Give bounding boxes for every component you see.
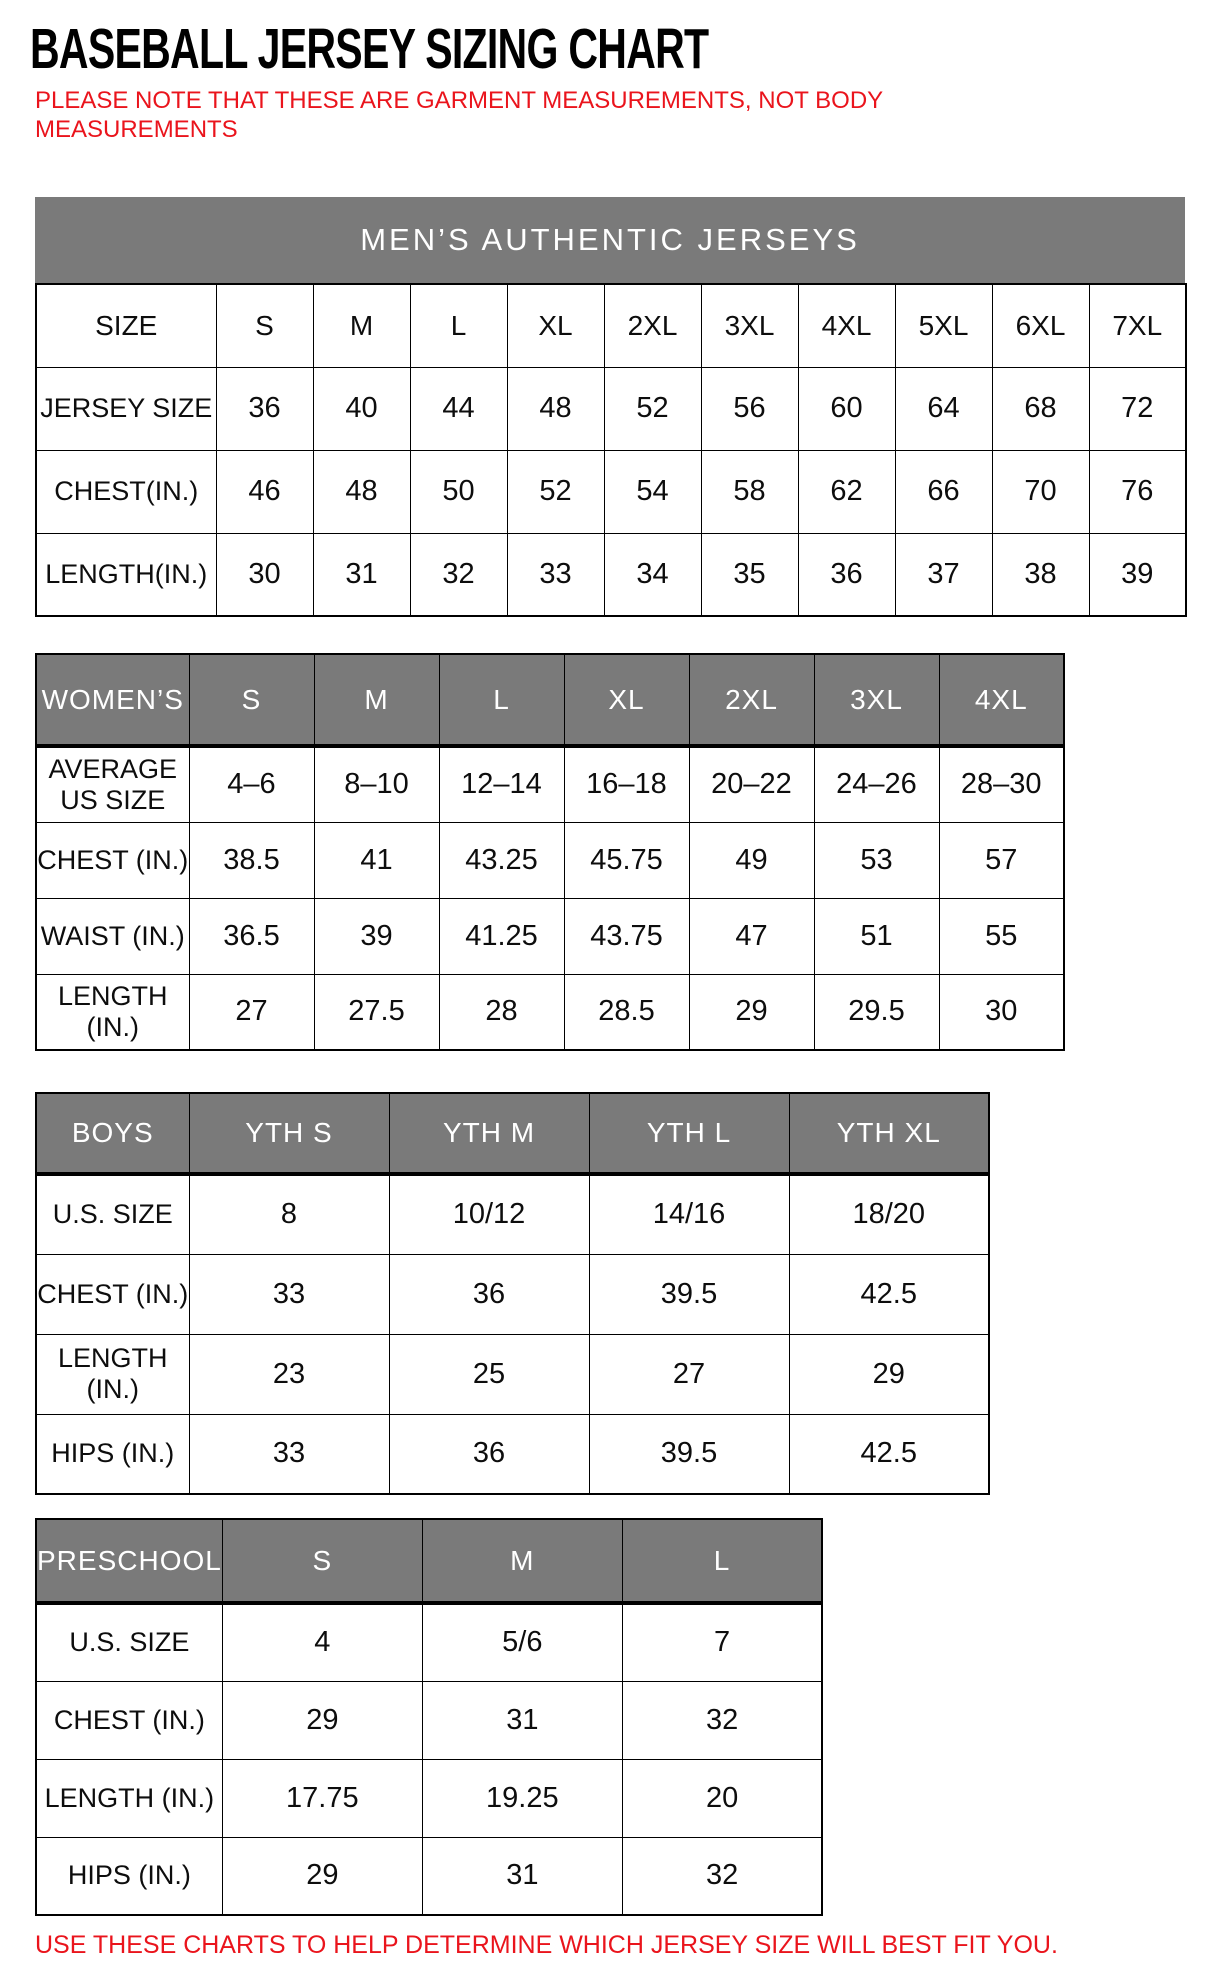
mens-sizing-table (35, 283, 1187, 617)
value-cell: 49 (689, 822, 814, 898)
size-column-header: YTH XL (789, 1093, 989, 1174)
value-cell: 58 (701, 450, 798, 533)
value-cell: 42.5 (789, 1414, 989, 1494)
size-column-header: 4XL (939, 654, 1064, 746)
table-row (36, 1759, 822, 1837)
table-row (36, 974, 1064, 1050)
table-row (36, 1603, 822, 1681)
table-row (36, 746, 1064, 822)
value-cell: 62 (798, 450, 895, 533)
value-cell: 31 (422, 1681, 622, 1759)
value-cell: 16–18 (564, 746, 689, 822)
value-cell: 43.75 (564, 898, 689, 974)
size-column-header: 2XL (689, 654, 814, 746)
value-cell: 72 (1089, 367, 1186, 450)
value-cell: 17.75 (222, 1759, 422, 1837)
value-cell: 5/6 (422, 1603, 622, 1681)
value-cell: 36 (216, 367, 313, 450)
table-row (36, 898, 1064, 974)
table-row (36, 367, 1186, 450)
value-cell: 39 (314, 898, 439, 974)
value-cell: 51 (814, 898, 939, 974)
value-cell: 48 (507, 367, 604, 450)
row-label: WAIST (IN.) (36, 898, 189, 974)
value-cell: 29 (689, 974, 814, 1050)
value-cell: 8–10 (314, 746, 439, 822)
value-cell: 4–6 (189, 746, 314, 822)
value-cell: 23 (189, 1334, 389, 1414)
size-column-header: 5XL (895, 284, 992, 367)
row-label: AVERAGE US SIZE (36, 746, 189, 822)
row-label: HIPS (IN.) (36, 1837, 222, 1915)
value-cell: 41 (314, 822, 439, 898)
value-cell: 27 (189, 974, 314, 1050)
value-cell: 18/20 (789, 1174, 989, 1254)
value-cell: 30 (216, 533, 313, 616)
row-label: HIPS (IN.) (36, 1414, 189, 1494)
value-cell: 7 (622, 1603, 822, 1681)
value-cell: 36.5 (189, 898, 314, 974)
value-cell: 32 (410, 533, 507, 616)
size-column-header: M (422, 1519, 622, 1603)
size-column-header: L (439, 654, 564, 746)
table-header-label: BOYS (36, 1093, 189, 1174)
size-column-header: YTH L (589, 1093, 789, 1174)
value-cell: 28–30 (939, 746, 1064, 822)
size-column-header: XL (507, 284, 604, 367)
value-cell: 52 (507, 450, 604, 533)
size-column-header: XL (564, 654, 689, 746)
table-row (36, 1254, 989, 1334)
value-cell: 37 (895, 533, 992, 616)
value-cell: 44 (410, 367, 507, 450)
value-cell: 39.5 (589, 1254, 789, 1334)
value-cell: 27.5 (314, 974, 439, 1050)
value-cell: 56 (701, 367, 798, 450)
value-cell: 38 (992, 533, 1089, 616)
value-cell: 28 (439, 974, 564, 1050)
value-cell: 64 (895, 367, 992, 450)
garment-measurement-note: PLEASE NOTE THAT THESE ARE GARMENT MEASUREMENTS, NOT BODY MEASUREMENTS (35, 87, 883, 143)
table-row (36, 1174, 989, 1254)
value-cell: 36 (389, 1414, 589, 1494)
size-column-header: 3XL (701, 284, 798, 367)
mens-table-banner: MEN’S AUTHENTIC JERSEYS (35, 197, 1185, 283)
value-cell: 31 (422, 1837, 622, 1915)
size-column-header: S (189, 654, 314, 746)
value-cell: 68 (992, 367, 1089, 450)
value-cell: 55 (939, 898, 1064, 974)
size-column-header: S (216, 284, 313, 367)
size-column-header: L (410, 284, 507, 367)
table-row (36, 1681, 822, 1759)
row-label: LENGTH (IN.) (36, 1759, 222, 1837)
row-label: CHEST(IN.) (36, 450, 216, 533)
value-cell: 45.75 (564, 822, 689, 898)
value-cell: 32 (622, 1837, 822, 1915)
value-cell: 31 (313, 533, 410, 616)
preschool-sizing-table (35, 1518, 823, 1916)
value-cell: 38.5 (189, 822, 314, 898)
value-cell: 4 (222, 1603, 422, 1681)
value-cell: 41.25 (439, 898, 564, 974)
boys-sizing-table (35, 1092, 990, 1495)
value-cell: 40 (313, 367, 410, 450)
row-label: CHEST (IN.) (36, 1681, 222, 1759)
row-label: JERSEY SIZE (36, 367, 216, 450)
size-column-header: YTH S (189, 1093, 389, 1174)
value-cell: 60 (798, 367, 895, 450)
value-cell: 29 (222, 1681, 422, 1759)
fit-advice-note: USE THESE CHARTS TO HELP DETERMINE WHICH JERSEY SIZE WILL BEST FIT YOU. (35, 1931, 1058, 1959)
size-column-header: 3XL (814, 654, 939, 746)
value-cell: 43.25 (439, 822, 564, 898)
table-header-label: WOMEN’S (36, 654, 189, 746)
row-label: CHEST (IN.) (36, 822, 189, 898)
size-column-header: 2XL (604, 284, 701, 367)
value-cell: 25 (389, 1334, 589, 1414)
value-cell: 30 (939, 974, 1064, 1050)
value-cell: 14/16 (589, 1174, 789, 1254)
size-column-header: YTH M (389, 1093, 589, 1174)
table-row (36, 1414, 989, 1494)
size-column-header: 4XL (798, 284, 895, 367)
value-cell: 28.5 (564, 974, 689, 1050)
value-cell: 20 (622, 1759, 822, 1837)
row-label: LENGTH(IN.) (36, 533, 216, 616)
value-cell: 76 (1089, 450, 1186, 533)
row-label: U.S. SIZE (36, 1174, 189, 1254)
value-cell: 32 (622, 1681, 822, 1759)
value-cell: 36 (798, 533, 895, 616)
value-cell: 35 (701, 533, 798, 616)
value-cell: 50 (410, 450, 507, 533)
value-cell: 33 (189, 1254, 389, 1334)
womens-sizing-table (35, 653, 1065, 1051)
table-row (36, 533, 1186, 616)
value-cell: 27 (589, 1334, 789, 1414)
value-cell: 39.5 (589, 1414, 789, 1494)
row-label: U.S. SIZE (36, 1603, 222, 1681)
size-column-header: S (222, 1519, 422, 1603)
value-cell: 29 (789, 1334, 989, 1414)
value-cell: 33 (507, 533, 604, 616)
row-label: LENGTH (IN.) (36, 1334, 189, 1414)
value-cell: 46 (216, 450, 313, 533)
table-row (36, 450, 1186, 533)
value-cell: 52 (604, 367, 701, 450)
value-cell: 20–22 (689, 746, 814, 822)
value-cell: 12–14 (439, 746, 564, 822)
value-cell: 36 (389, 1254, 589, 1334)
value-cell: 24–26 (814, 746, 939, 822)
value-cell: 54 (604, 450, 701, 533)
value-cell: 39 (1089, 533, 1186, 616)
value-cell: 33 (189, 1414, 389, 1494)
value-cell: 70 (992, 450, 1089, 533)
table-row (36, 1837, 822, 1915)
size-column-header: 7XL (1089, 284, 1186, 367)
row-label: LENGTH (IN.) (36, 974, 189, 1050)
value-cell: 8 (189, 1174, 389, 1254)
table-row (36, 1334, 989, 1414)
value-cell: 19.25 (422, 1759, 622, 1837)
table-row (36, 822, 1064, 898)
value-cell: 53 (814, 822, 939, 898)
page-title: BASEBALL JERSEY SIZING CHART (30, 17, 709, 81)
value-cell: 34 (604, 533, 701, 616)
value-cell: 29 (222, 1837, 422, 1915)
value-cell: 42.5 (789, 1254, 989, 1334)
value-cell: 29.5 (814, 974, 939, 1050)
value-cell: 47 (689, 898, 814, 974)
size-column-header: M (313, 284, 410, 367)
size-column-header: M (314, 654, 439, 746)
size-column-header: 6XL (992, 284, 1089, 367)
value-cell: 48 (313, 450, 410, 533)
value-cell: 66 (895, 450, 992, 533)
size-column-header: L (622, 1519, 822, 1603)
value-cell: 10/12 (389, 1174, 589, 1254)
table-header-label: PRESCHOOL (36, 1519, 222, 1603)
value-cell: 57 (939, 822, 1064, 898)
table-header-label: SIZE (36, 284, 216, 367)
row-label: CHEST (IN.) (36, 1254, 189, 1334)
